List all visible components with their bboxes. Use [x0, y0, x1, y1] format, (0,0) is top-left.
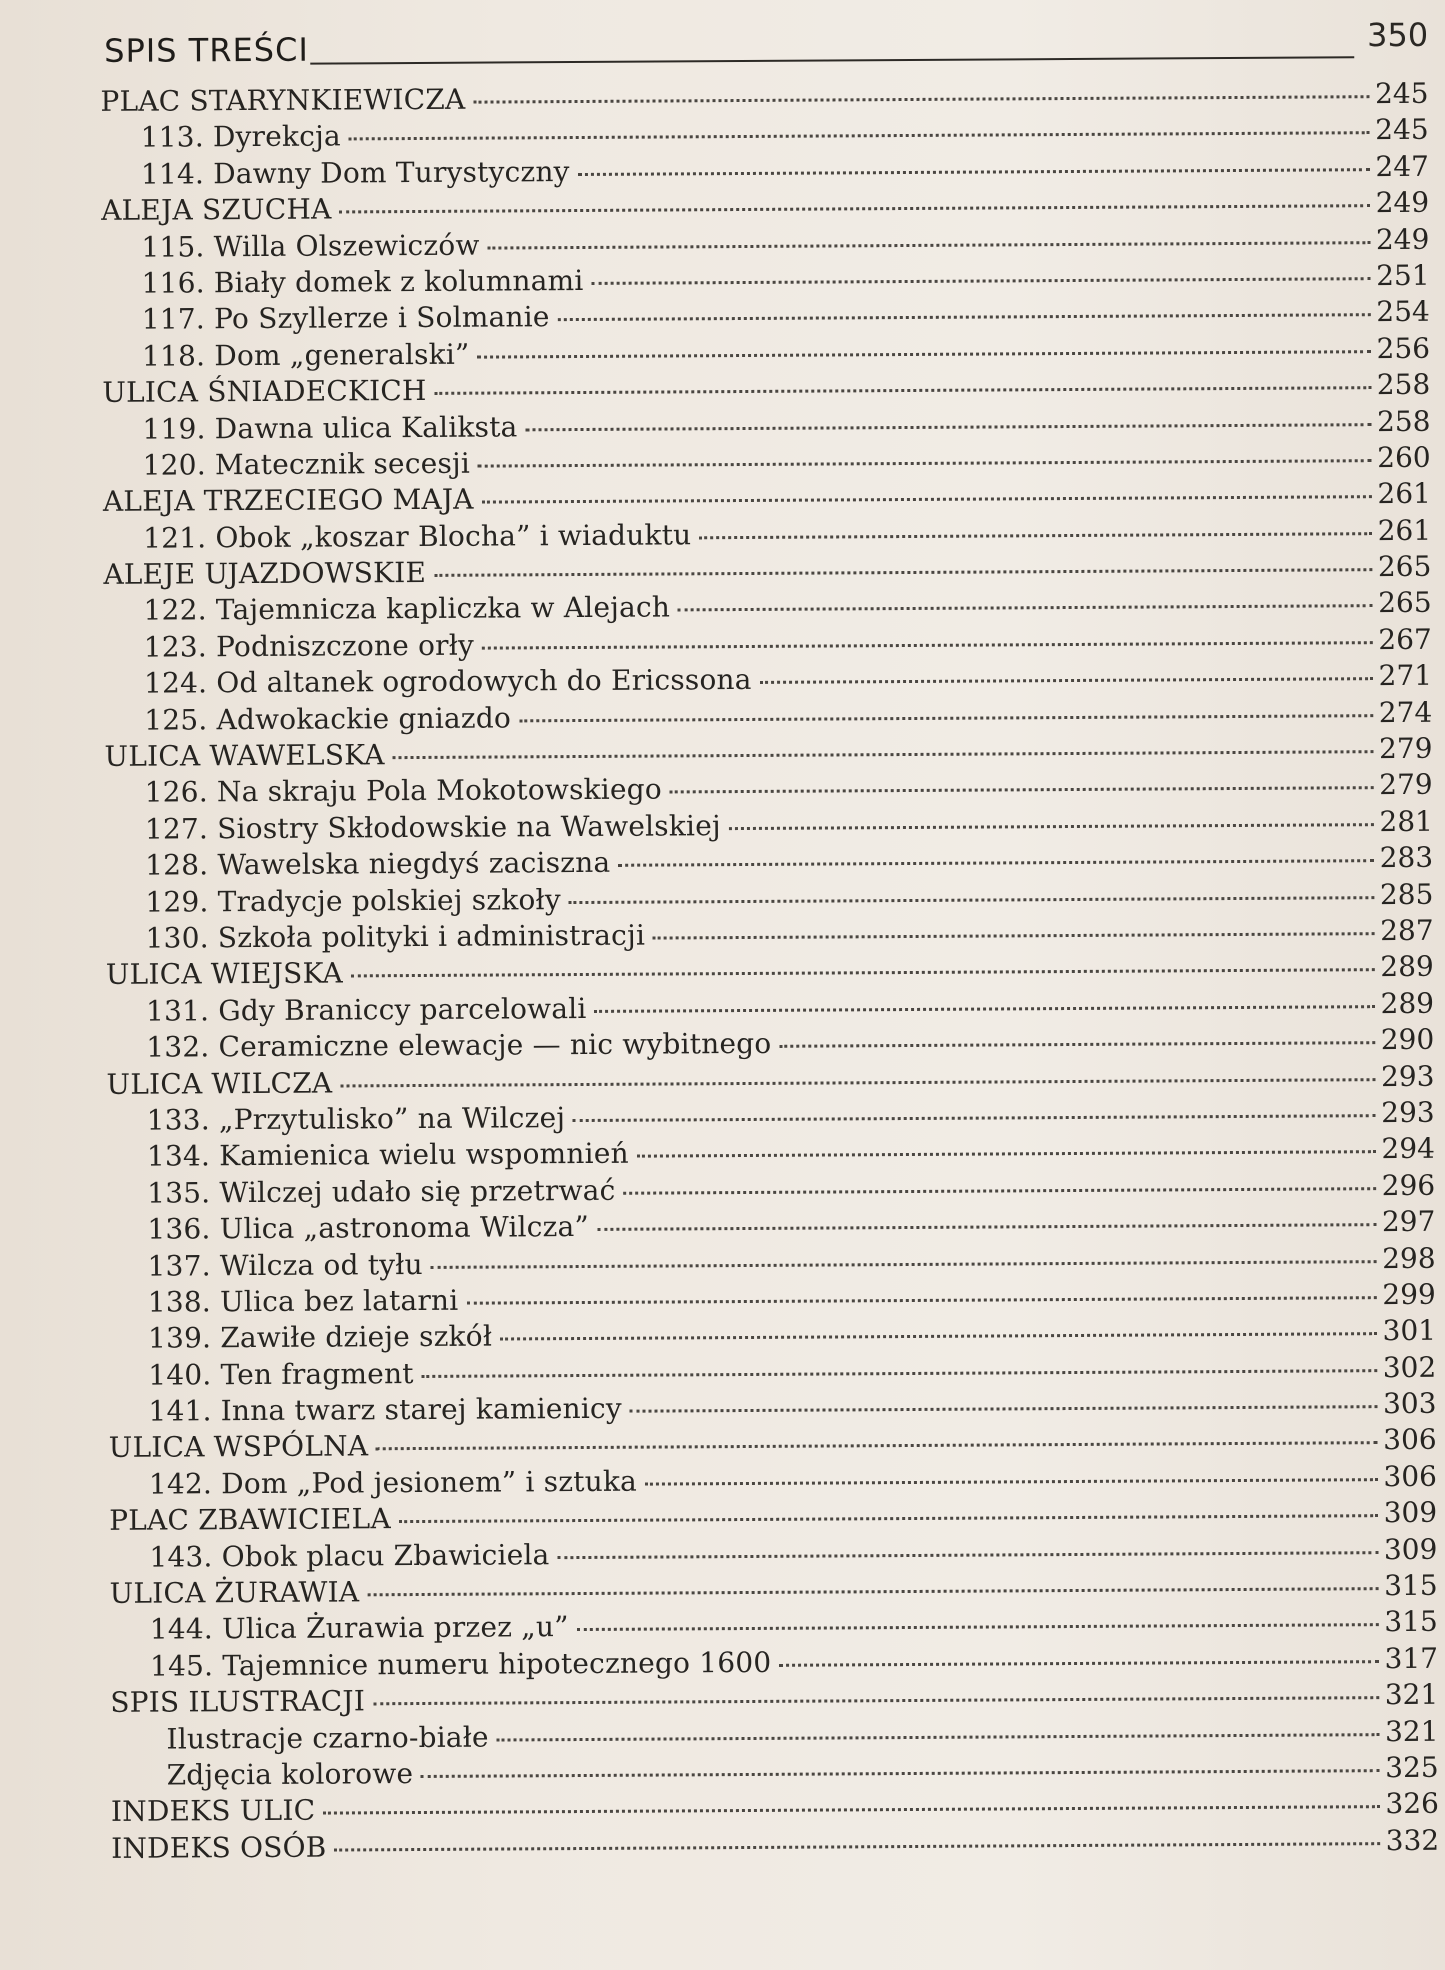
toc-label: 132. Ceramiczne elewacje — nic wybitnego	[146, 1027, 772, 1064]
toc-label: INDEKS ULIC	[110, 1794, 316, 1829]
toc-label: ULICA ŚNIADECKICH	[102, 374, 427, 410]
toc-page-number: 258	[1376, 404, 1431, 438]
toc-label: 113. Dyrekcja	[140, 119, 341, 155]
dot-leader	[323, 1806, 1379, 1815]
toc-label: 140. Ten fragment	[148, 1356, 414, 1392]
dot-leader	[335, 1842, 1380, 1851]
header-rule	[310, 56, 1354, 64]
toc-label: 117. Po Szyllerze i Solmanie	[141, 300, 550, 337]
dot-leader	[500, 1332, 1377, 1340]
toc-label: PLAC ZBAWICIELA	[109, 1502, 391, 1538]
dot-leader	[630, 1405, 1377, 1413]
toc-label: Zdjęcia kolorowe	[166, 1757, 414, 1792]
toc-label: 139. Zawiłe dzieje szkół	[147, 1319, 493, 1355]
toc-page-number: 256	[1376, 331, 1431, 365]
toc-page-number: 267	[1378, 622, 1432, 656]
toc-page-number: 261	[1377, 477, 1432, 511]
toc-page-number: 297	[1381, 1204, 1436, 1239]
toc-label: 141. Inna twarz starej kamienicy	[148, 1391, 622, 1428]
dot-leader	[653, 932, 1374, 939]
toc-page-number: 315	[1384, 1605, 1438, 1639]
dot-leader	[367, 1587, 1378, 1596]
toc-label: 114. Dawny Dom Turystyczny	[140, 154, 570, 191]
dot-leader	[376, 1442, 1377, 1451]
toc-label: Ilustracje czarno-białe	[166, 1720, 489, 1756]
page-header	[88, 12, 1428, 76]
toc-label: 144. Ulica Żurawia przez „u”	[149, 1610, 569, 1647]
dot-leader	[478, 459, 1371, 467]
page-title: SPIS TREŚCI	[104, 30, 309, 70]
toc-page-number: 321	[1384, 1714, 1439, 1748]
dot-leader	[393, 750, 1373, 759]
dot-leader	[434, 568, 1372, 577]
dot-leader	[558, 314, 1371, 322]
toc-page-number: 249	[1375, 185, 1430, 220]
toc-label: INDEKS OSÓB	[111, 1830, 327, 1865]
toc-label: 143. Obok placu Zbawiciela	[149, 1537, 550, 1574]
toc-label: ALEJA SZUCHA	[101, 192, 332, 228]
toc-label: ALEJA TRZECIEGO MAJA	[102, 482, 474, 519]
toc-label: 125. Adwokackie gniazdo	[144, 701, 512, 737]
toc-label: 123. Podniszczone orły	[143, 628, 475, 664]
dot-leader	[466, 1296, 1376, 1305]
toc-label: 116. Biały domek z kolumnami	[141, 263, 584, 300]
dot-leader	[519, 714, 1373, 722]
toc-label: PLAC STARYNKIEWICZA	[100, 82, 466, 118]
dot-leader	[591, 277, 1370, 285]
toc-page-number: 296	[1381, 1168, 1436, 1202]
dot-leader	[339, 204, 1369, 213]
toc-label: 127. Siostry Skłodowskie na Wawelskiej	[144, 808, 721, 846]
dot-leader	[349, 132, 1369, 141]
toc-page-number: 289	[1380, 986, 1435, 1020]
dot-leader	[645, 1478, 1378, 1485]
toc-page-number: 293	[1381, 1095, 1435, 1130]
toc-page-number: 321	[1384, 1677, 1439, 1712]
dot-leader	[578, 168, 1370, 176]
toc-page-number: 299	[1382, 1277, 1436, 1312]
dot-leader	[373, 1696, 1379, 1705]
dot-leader	[577, 1624, 1379, 1632]
dot-leader	[779, 1041, 1374, 1048]
book-page	[88, 12, 1440, 1865]
toc-page-number: 289	[1380, 950, 1434, 984]
toc-label: ULICA WSPÓLNA	[108, 1429, 369, 1465]
toc-page-number: 271	[1378, 659, 1433, 693]
toc-label: ULICA ŻURAWIA	[109, 1575, 360, 1610]
toc-label: 136. Ulica „astronoma Wilcza”	[147, 1210, 590, 1246]
toc-page-number: 283	[1379, 841, 1434, 875]
toc-page-number: 281	[1379, 804, 1434, 838]
toc-page-number: 301	[1382, 1314, 1437, 1348]
toc-page-number: 294	[1381, 1132, 1436, 1166]
dot-leader	[482, 495, 1372, 503]
toc-label: 118. Dom „generalski”	[141, 337, 470, 373]
toc-page-number: 279	[1379, 768, 1433, 802]
toc-section	[99, 1823, 1439, 1868]
toc-label: ULICA WIEJSKA	[105, 956, 344, 992]
toc-page-number: 332	[1385, 1823, 1440, 1857]
dot-leader	[557, 1551, 1377, 1559]
toc-page-number: 302	[1382, 1350, 1437, 1384]
toc-label: ULICA WAWELSKA	[104, 738, 385, 773]
toc-page-number: 298	[1382, 1241, 1436, 1275]
dot-leader	[618, 859, 1373, 867]
dot-leader	[729, 823, 1374, 830]
toc-page-number: 279	[1378, 731, 1433, 766]
dot-leader	[670, 787, 1373, 794]
dot-leader	[623, 1187, 1375, 1195]
dot-leader	[594, 1005, 1374, 1013]
toc-label: ALEJE UJAZDOWSKIE	[103, 556, 427, 591]
dot-leader	[473, 95, 1369, 103]
dot-leader	[340, 1078, 1375, 1087]
dot-leader	[760, 677, 1373, 684]
toc-label: 134. Kamienica wielu wspomnień	[146, 1137, 629, 1173]
toc-label: SPIS ILUSTRACJI	[110, 1684, 366, 1720]
toc-label: 115. Willa Olszewiczów	[141, 228, 480, 264]
toc-page-number: 326	[1385, 1787, 1440, 1821]
toc-page-number: 306	[1383, 1423, 1437, 1457]
dot-leader	[779, 1660, 1378, 1667]
dot-leader	[482, 641, 1372, 649]
dot-leader	[431, 1260, 1376, 1269]
toc-page-number: 309	[1383, 1532, 1438, 1566]
toc-label: 128. Wawelska niegdyś zaciszna	[145, 846, 611, 882]
toc-page-number: 293	[1380, 1059, 1435, 1093]
toc-label: 142. Dom „Pod jesionem” i sztuka	[148, 1464, 638, 1501]
dot-leader	[569, 896, 1374, 904]
toc-label: 138. Ulica bez latarni	[147, 1283, 459, 1319]
dot-leader	[526, 423, 1372, 431]
toc-label: 131. Gdy Braniccy parcelowali	[145, 991, 587, 1028]
table-of-contents	[88, 76, 1439, 1867]
toc-page-number: 245	[1375, 113, 1429, 147]
toc-page-number: 303	[1382, 1386, 1437, 1421]
toc-page-number: 258	[1376, 367, 1431, 402]
toc-page-number: 325	[1385, 1750, 1439, 1785]
toc-label: 135. Wilczej udało się przetrwać	[147, 1173, 616, 1210]
dot-leader	[422, 1369, 1377, 1378]
toc-label: ULICA WILCZA	[106, 1066, 333, 1101]
toc-label: 124. Od altanek ogrodowych do Ericssona	[143, 663, 752, 700]
toc-page-number: 285	[1379, 877, 1434, 911]
toc-page-number: 245	[1374, 76, 1429, 111]
toc-label: 133. „Przytulisko” na Wilczej	[146, 1101, 566, 1137]
toc-page-number: 249	[1375, 222, 1430, 256]
toc-page-number: 290	[1380, 1022, 1435, 1057]
toc-page-number: 309	[1383, 1496, 1438, 1530]
toc-page-number: 306	[1383, 1459, 1438, 1493]
toc-label: 145. Tajemnice numeru hipotecznego 1600	[149, 1645, 772, 1683]
toc-page-number: 287	[1380, 913, 1434, 948]
toc-page-number: 265	[1377, 549, 1432, 584]
dot-leader	[421, 1769, 1379, 1778]
dot-leader	[637, 1150, 1376, 1158]
dot-leader	[399, 1514, 1378, 1523]
toc-page-number: 247	[1375, 149, 1430, 183]
toc-label: 121. Obok „koszar Blocha” i wiaduktu	[143, 518, 692, 555]
dot-leader	[678, 605, 1372, 612]
toc-page-number: 265	[1378, 586, 1432, 620]
page-number: 350	[1366, 15, 1429, 55]
toc-page-number: 274	[1378, 695, 1433, 729]
dot-leader	[351, 969, 1374, 978]
toc-page-number: 251	[1376, 258, 1430, 293]
toc-page-number: 260	[1377, 440, 1431, 475]
dot-leader	[699, 532, 1371, 539]
dot-leader	[573, 1114, 1375, 1122]
toc-label: 130. Szkoła polityki i administracji	[145, 918, 646, 955]
toc-page-number: 254	[1376, 295, 1430, 329]
dot-leader	[488, 241, 1370, 249]
toc-label: 126. Na skraju Pola Mokotowskiego	[144, 772, 662, 810]
toc-page-number: 261	[1377, 513, 1432, 547]
toc-label: 119. Dawna ulica Kaliksta	[142, 409, 518, 446]
dot-leader	[597, 1223, 1376, 1231]
toc-label: 122. Tajemnicza kapliczka w Alejach	[143, 590, 671, 628]
dot-leader	[478, 350, 1371, 358]
toc-page-number: 315	[1384, 1568, 1438, 1603]
toc-label: 120. Matecznik secesji	[142, 446, 471, 482]
dot-leader	[497, 1733, 1379, 1741]
toc-label: 129. Tradycje polskiej szkoły	[145, 882, 561, 919]
toc-label: 137. Wilcza od tyłu	[147, 1247, 423, 1283]
dot-leader	[435, 386, 1371, 395]
toc-page-number: 317	[1384, 1641, 1439, 1675]
